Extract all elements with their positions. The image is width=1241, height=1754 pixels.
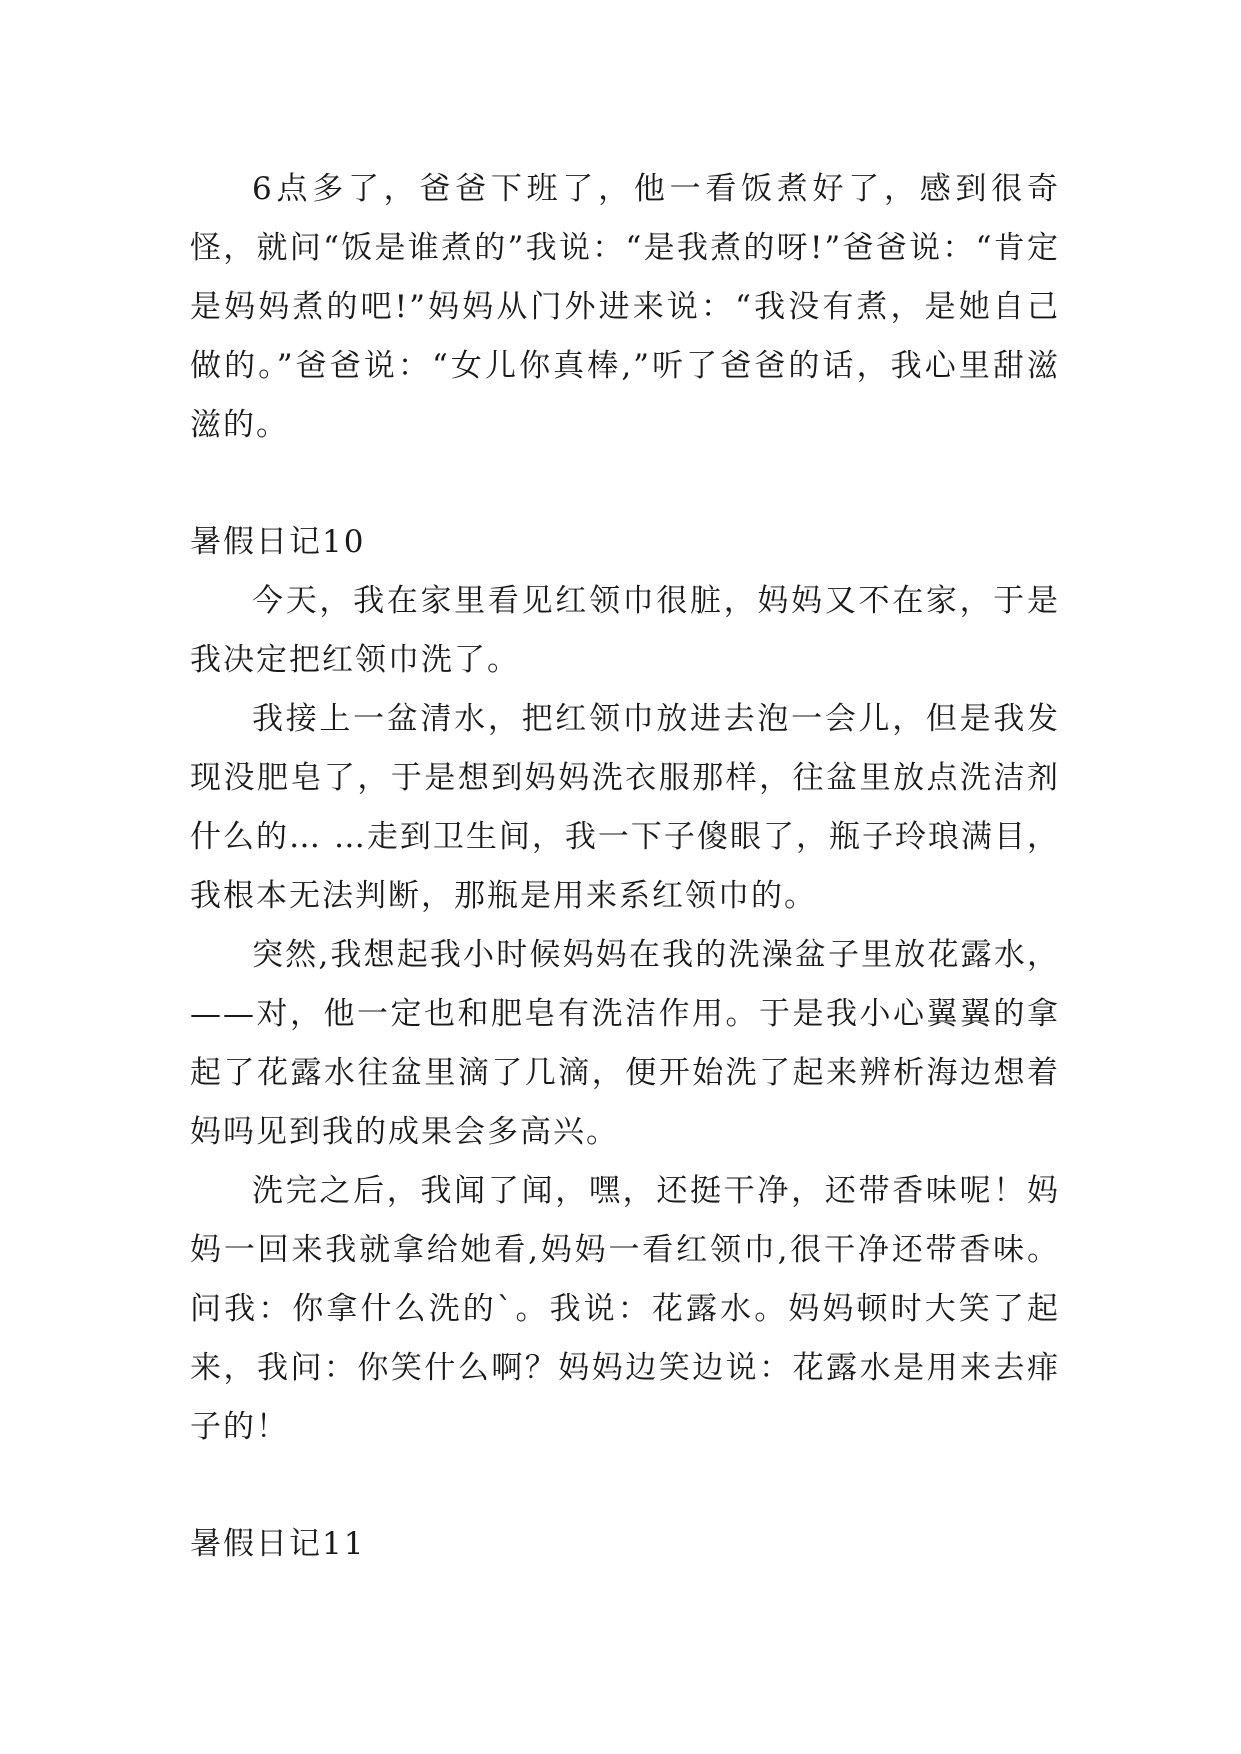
diary-11-title: 暑假日记11 xyxy=(190,1526,366,1562)
diary-10-title: 暑假日记10 xyxy=(190,524,366,560)
diary-10-paragraph-2: 我接上一盆清水，把红领巾放进去泡一会儿，但是我发现没肥皂了，于是想到妈妈洗衣服那样，往盆里放点洗洁剂什么的… …走到卫生间，我一下子傻眼了，瓶子玲琅满目，我根本无法判断，那瓶是用来系红领巾的。 xyxy=(190,701,1060,914)
diary-10-paragraph-3: 突然,我想起我小时候妈妈在我的洗澡盆子里放花露水，——对，他一定也和肥皂有洗洁作用。于是我小心翼翼的拿起了花露水往盆里滴了几滴，便开始洗了起来辨析海边想着妈吗见到我的成果会多高兴。 xyxy=(190,937,1060,1150)
diary-10-paragraph-4: 洗完之后，我闻了闻，嘿，还挺干净，还带香味呢！妈妈一回来我就拿给她看,妈妈一看红领巾,很干净还带香味。问我：你拿什么洗的`。我说：花露水。妈妈顿时大笑了起来，我问：你笑什么啊？妈妈边笑边说：花露水是用来去痱子的！ xyxy=(190,1173,1060,1445)
paragraph-dinner: 6点多了，爸爸下班了，他一看饭煮好了，感到很奇怪，就问“饭是谁煮的”我说：“是我煮的呀!”爸爸说：“肯定是妈妈煮的吧!”妈妈从门外进来说：“我没有煮，是她自己做的。”爸爸说：“女儿你真棒,”听了爸爸的话，我心里甜滋滋的。 xyxy=(190,171,1060,443)
document-page xyxy=(190,160,1060,1574)
diary-10-paragraph-1: 今天，我在家里看见红领巾很脏，妈妈又不在家，于是我决定把红领巾洗了。 xyxy=(190,583,1060,678)
